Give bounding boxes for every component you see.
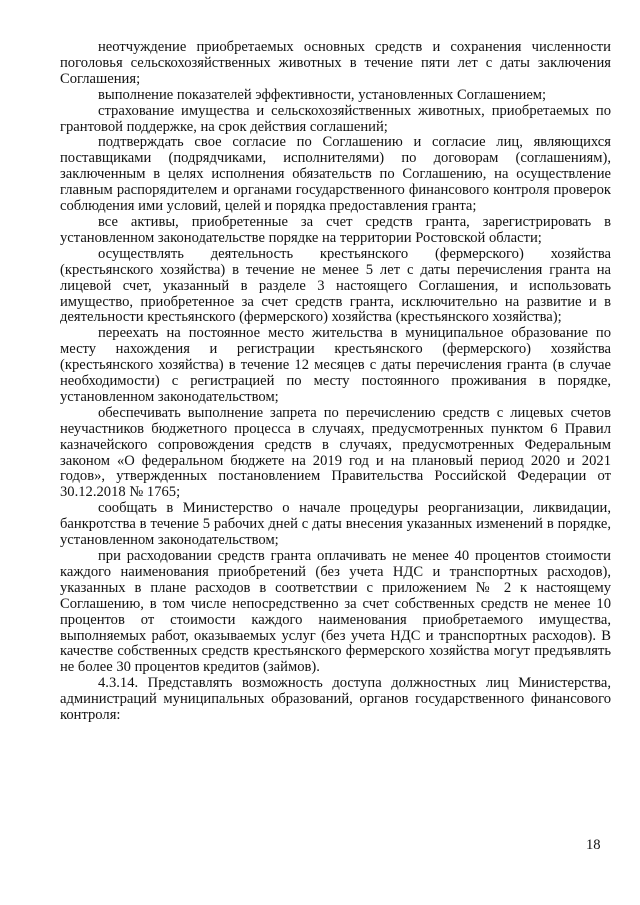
paragraph-6: осуществлять деятельность крестьянского (фермерского) хозяйства (крестьянского хозяйства) в течение не менее 5 лет с даты перечисления гранта на лицевой счет, указанный в разделе 3 настоящего Соглашения, и использовать имущество, приобретенное за счет средств гранта, исключительно на развитие и в деятельности крестьянского (фермерского) хозяйства (крестьянского хозяйства); bbox=[60, 245, 611, 326]
paragraph-10: при расходовании средств гранта оплачивать не менее 40 процентов стоимости каждого наименования приобретений (без учета НДС и транспортных расходов), указанных в плане расходов в соответствии с приложением № 2 к настоящему Соглашению, в том числе непосредственно за счет собственных средств не менее 10 процентов от стоимости каждого наименования приобретаемого имущества, выполняемых работ, оказываемых услуг (без учета НДС и транспортных расходов). В качестве собственных средств крестьянского фермерского хозяйства могут предъявлять не более 30 процентов кредитов (займов). bbox=[60, 548, 611, 676]
paragraph-4: подтверждать свое согласие по Соглашению и согласие лиц, являющихся поставщиками (подрядчиками, исполнителями) по договорам (соглашениям), заключенным в целях исполнения обязательств по Соглашению, на осуществление главным распорядителем и органами государственного финансового контроля проверок соблюдения ими условий, целей и порядка предоставления гранта; bbox=[60, 134, 611, 215]
paragraph-8: обеспечивать выполнение запрета по перечислению средств с лицевых счетов неучастников бюджетного процесса в случаях, предусмотренных пунктом 6 Правил казначейского сопровождения средств в случаях, предусмотренных Федеральным законом «О федеральном бюджете на 2019 год и на плановый период 2020 и 2021 годов», утвержденных постановлением Правительства Российской Федерации от 30.12.2018 № 1765; bbox=[60, 404, 611, 501]
paragraph-11: 4.3.14. Представлять возможность доступа должностных лиц Министерства, администраций муниципальных образований, органов государственного финансового контроля: bbox=[60, 675, 611, 724]
paragraph-5: все активы, приобретенные за счет средств гранта, зарегистрировать в установленном законодательстве порядке на территории Ростовской области; bbox=[60, 213, 611, 246]
paragraph-3: страхование имущества и сельскохозяйственных животных, приобретаемых по грантовой поддержке, на срок действия соглашений; bbox=[60, 102, 611, 135]
paragraph-2: выполнение показателей эффективности, установленных Соглашением; bbox=[98, 86, 547, 103]
document-body bbox=[60, 40, 611, 724]
page-number: 18 bbox=[586, 837, 601, 853]
paragraph-1: неотчуждение приобретаемых основных средств и сохранения численности поголовья сельскохозяйственных животных в течение пяти лет с даты заключения Соглашения; bbox=[60, 39, 611, 87]
paragraph-7: переехать на постоянное место жительства в муниципальное образование по месту нахождения и регистрации крестьянского (фермерского) хозяйства (крестьянского хозяйства) в течение 12 месяцев с даты перечисления гранта (в случае необходимости) с регистрацией по месту постоянного проживания в порядке, установленном законодательством; bbox=[60, 325, 611, 405]
paragraph-9: сообщать в Министерство о начале процедуры реорганизации, ликвидации, банкротства в течение 5 рабочих дней с даты внесения указанных изменений в порядке, установленном законодательством; bbox=[60, 500, 611, 549]
